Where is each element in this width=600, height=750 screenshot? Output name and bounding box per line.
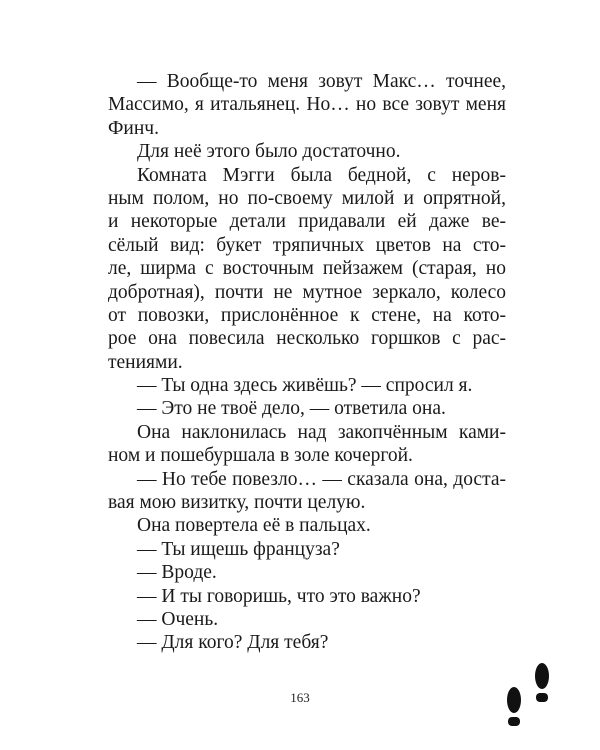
- text-line: рое она повесила несколько горшков с рас-: [108, 328, 506, 350]
- text-line: вая мою визитку, почти целую.: [108, 492, 366, 514]
- text-line: ле, ширма с восточным пейзажем (старая, но: [108, 258, 506, 280]
- text-line: — Ты ищешь француза?: [137, 538, 340, 560]
- text-line: — Это не твоё дело, — ответила она.: [137, 398, 446, 420]
- text-line: — И ты говоришь, что это важно?: [137, 585, 421, 607]
- text-line: ном и пошебуршала в золе кочергой.: [108, 445, 413, 467]
- text-line: — Ты одна здесь живёшь? — спросил я.: [137, 375, 473, 397]
- text-line: — Вроде.: [137, 562, 217, 584]
- text-line: Массимо, я итальянец. Но… но все зовут меня: [108, 94, 506, 116]
- text-line: — Для кого? Для тебя?: [137, 632, 329, 654]
- text-line: Для неё этого было достаточно.: [137, 141, 401, 163]
- text-line: сёлый вид: букет тряпичных цветов на сто-: [108, 234, 506, 256]
- text-line: добротная), почти не мутное зеркало, колесо: [108, 281, 506, 303]
- text-line: от повозки, прислонённое к стене, на кото-: [108, 304, 506, 326]
- text-line: Финч.: [108, 117, 159, 139]
- text-line: ным полом, но по-своему милой и опрятной,: [108, 187, 506, 209]
- page-number: 163: [290, 690, 310, 705]
- text-line: — Но тебе повезло… — сказала она, доста-: [137, 468, 506, 490]
- text-line: — Очень.: [137, 608, 219, 630]
- text-line: тениями.: [108, 351, 183, 373]
- text-line: и некоторые детали придавали ей даже ве-: [108, 211, 506, 233]
- text-line: Комната Мэгги была бедной, с неров-: [137, 164, 506, 186]
- text-line: Она повертела её в пальцах.: [137, 515, 371, 537]
- text-line: Она наклонилась над закопчённым ками-: [137, 421, 506, 443]
- page-text: [108, 70, 506, 655]
- footprints-icon: [498, 660, 562, 741]
- text-line: — Вообще-то меня зовут Макс… точнее,: [137, 71, 506, 92]
